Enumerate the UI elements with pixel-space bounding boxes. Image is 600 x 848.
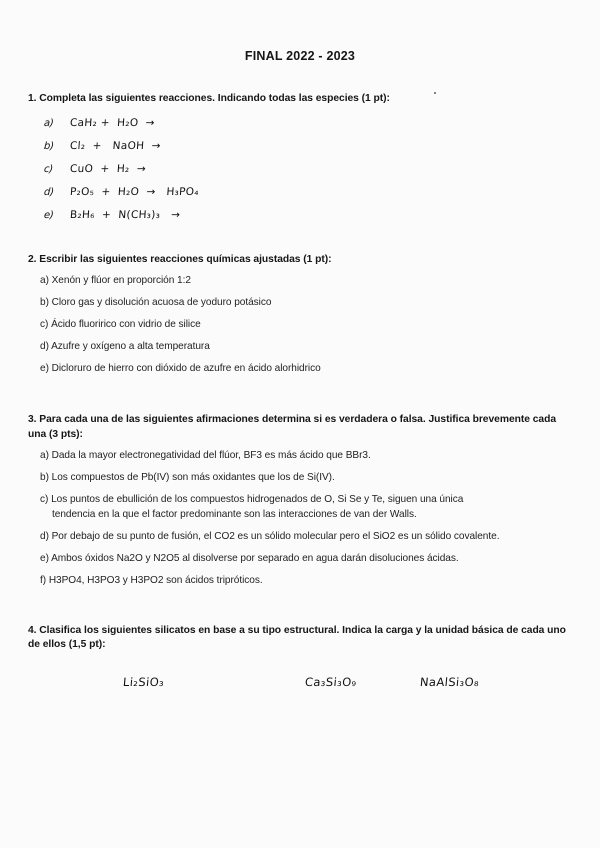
equation-d-label: d): [43, 186, 55, 198]
question-3-item-f: f) H3PO4, H3PO3 y H3PO2 son ácidos tripróticos.: [40, 574, 263, 586]
question-1-heading: 1. Completa las siguientes reacciones. Indicando todas las especies (1 pt):: [28, 93, 390, 104]
equation-a: [44, 117, 571, 129]
question-1: [0, 92, 600, 221]
equation-b: [44, 140, 571, 152]
equation-b-body: Cl₂ + NaOH →: [69, 139, 162, 152]
question-2-item-e: e) Dicloruro de hierro con dióxido de azufre en ácido alorhidrico: [40, 362, 321, 374]
question-4-formula-row: [28, 675, 570, 689]
question-3-item-c: [40, 493, 570, 523]
silicate-formula-3: NaAlSi₃O₈: [419, 674, 480, 689]
equation-e-label: e): [43, 209, 54, 221]
question-2-item-a: a) Xenón y flúor en proporción 1:2: [40, 275, 191, 287]
question-2-item-b: b) Cloro gas y disolución acuosa de yoduro potásico: [40, 297, 272, 309]
question-4-heading: 4. Clasifica los siguientes silicatos en base a su tipo estructural. Indica la carga y la unidad básica de cada uno de ellos (1,5 pt):: [28, 624, 566, 651]
question-3-item-a: a) Dada la mayor electronegatividad del flúor, BF3 es más ácido que BBr3.: [40, 450, 371, 462]
question-2: [0, 253, 600, 377]
question-3: [0, 413, 600, 589]
question-3-item-c-line2: tendencia en la que el factor predominante son las interacciones de van der Walls.: [52, 508, 417, 520]
question-3-item-d: d) Por debajo de su punto de fusión, el CO2 es un sólido molecular pero el SiO2 es un sólido covalente.: [40, 530, 500, 542]
equation-c-body: CuO + H₂ →: [69, 162, 147, 175]
equation-b-label: b): [43, 140, 55, 152]
question-2-heading: 2. Escribir las siguientes reacciones químicas ajustadas (1 pt):: [28, 253, 332, 265]
page-title: FINAL 2022 - 2023: [244, 49, 356, 63]
equation-d-body: P₂O₅ + H₂O → H₃PO₄: [69, 185, 200, 198]
equation-a-label: a): [43, 117, 54, 129]
question-1-equation-list: [28, 107, 570, 221]
silicate-formula-1: Li₂SiO₃: [122, 674, 165, 689]
silicate-formula-2: Ca₃Si₃O₉: [304, 674, 358, 689]
equation-c: [44, 163, 571, 175]
question-4: [0, 624, 600, 689]
ink-speck: [434, 92, 436, 94]
equation-e: [44, 209, 571, 221]
question-2-item-d: d) Azufre y oxígeno a alta temperatura: [40, 341, 210, 353]
equation-e-body: B₂H₆ + N(CH₃)₃ →: [69, 208, 181, 221]
equation-a-body: CaH₂ + H₂O →: [69, 116, 156, 129]
question-2-item-list: [28, 274, 570, 377]
question-3-item-e: e) Ambos óxidos Na2O y N2O5 al disolverse por separado en agua darán disoluciones ácidas.: [40, 552, 459, 564]
equation-c-label: c): [43, 163, 54, 175]
question-3-item-c-line1: c) Los puntos de ebullición de los compuestos hidrogenados de O, Si Se y Te, siguen una única: [40, 494, 464, 505]
question-2-item-c: c) Ácido fluoririco con vidrio de silice: [40, 319, 201, 331]
question-3-heading: 3. Para cada una de las siguientes afirmaciones determina si es verdadera o falsa. Justifica brevemente cada una (3 pts):: [28, 413, 556, 440]
equation-d: [44, 186, 571, 198]
question-3-item-b: b) Los compuestos de Pb(IV) son más oxidantes que los de Si(IV).: [40, 472, 335, 484]
question-3-item-list: [28, 449, 570, 589]
